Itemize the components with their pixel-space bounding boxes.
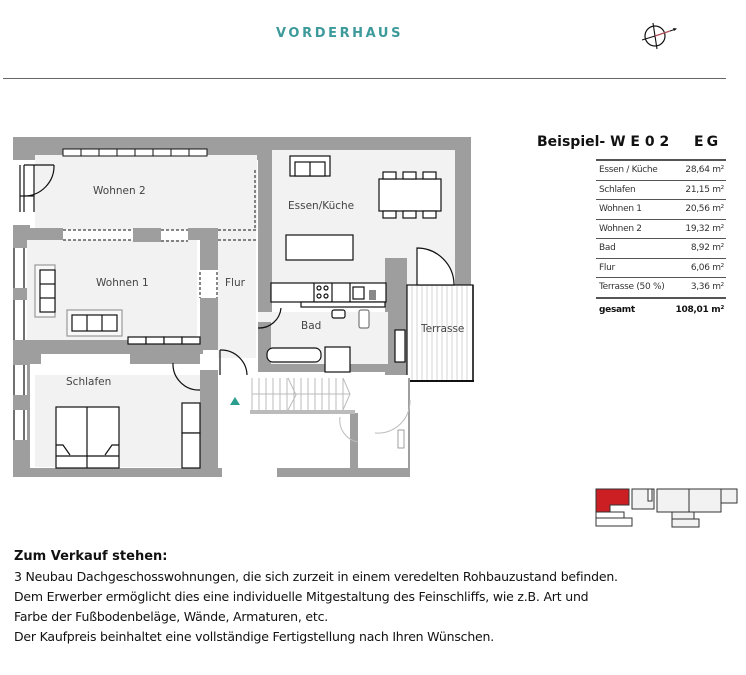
table-row [596,160,726,180]
floor-plan [0,130,490,480]
description-heading: Zum Verkauf stehen: [14,549,168,564]
table-row [596,219,726,239]
room-area: 21,15 m² [670,180,726,200]
room-name: Wohnen 1 [596,200,670,220]
table-row [596,258,726,278]
building-title: VORDERHAUS [276,26,404,41]
room-name: Essen / Küche [596,160,670,180]
table-row [596,278,726,298]
room-name: Terrasse (50 %) [596,278,670,298]
room-area: 28,64 m² [670,160,726,180]
area-table [596,159,726,321]
room-area: 20,56 m² [670,200,726,220]
sale-description [14,547,734,647]
room-label-schlafen: Schlafen [66,376,112,388]
room-label-wohnen2: Wohnen 2 [93,185,146,197]
description-line: Der Kaufpreis beinhaltet eine vollständige Fertigstellung nach Ihren Wünschen. [14,629,495,644]
floor-plan-drawing [0,130,490,480]
north-arrow-compass-icon [640,22,680,50]
room-area: 8,92 m² [670,239,726,259]
table-row [596,180,726,200]
table-total-row [596,298,726,321]
unit-title: Beispiel- W E 0 2 [537,134,670,150]
room-area: 19,32 m² [670,219,726,239]
room-area: 3,36 m² [670,278,726,298]
room-name: Flur [596,258,670,278]
key-plan-diagram [594,487,744,532]
room-label-bad: Bad [301,320,322,332]
room-area: 6,06 m² [670,258,726,278]
description-line: 3 Neubau Dachgeschosswohnungen, die sich zurzeit in einem veredelten Rohbauzustand befinden. [14,569,618,584]
room-label-wohnen1: Wohnen 1 [96,277,149,289]
header-divider [3,78,726,79]
room-name: Bad [596,239,670,259]
unit-floor: EG [694,134,722,150]
total-value: 108,01 m² [670,298,726,321]
room-label-essen-kueche: Essen/Küche [288,200,355,212]
description-line: Farbe der Fußbodenbeläge, Wände, Armaturen, etc. [14,609,329,624]
table-row [596,239,726,259]
highlighted-unit-shape [596,489,629,512]
total-label: gesamt [596,298,670,321]
room-label-flur: Flur [225,277,245,289]
room-name: Schlafen [596,180,670,200]
room-label-terrasse: Terrasse [421,323,465,335]
table-row [596,200,726,220]
description-line: Dem Erwerber ermöglicht dies eine individuelle Mitgestaltung des Feinschliffs, wie z.B. Art und [14,589,589,604]
room-name: Wohnen 2 [596,219,670,239]
